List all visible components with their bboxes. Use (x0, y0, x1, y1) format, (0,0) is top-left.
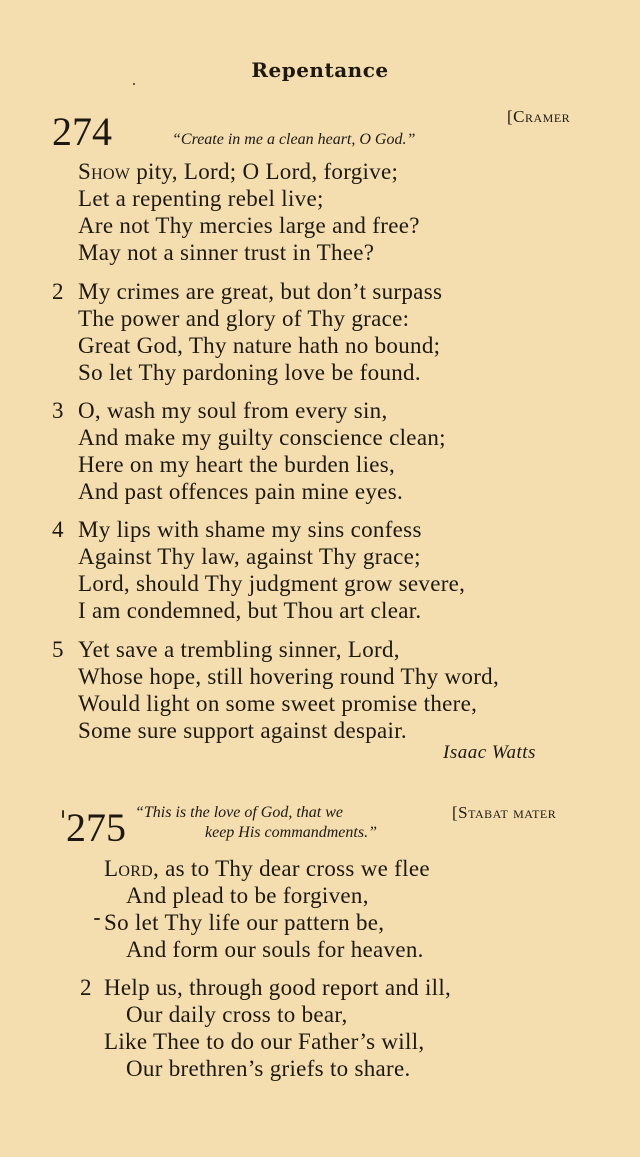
verse-1 (78, 158, 420, 266)
epigraph: keep His commandments.” (205, 824, 377, 841)
verse-line: My lips with shame my sins confess (78, 517, 422, 542)
print-speck (62, 810, 64, 818)
first-word: Lord (104, 856, 154, 881)
verse-line: I am condemned, but Thou art clear. (78, 598, 422, 623)
hymn-author: Isaac Watts (443, 742, 536, 763)
verse-line: Yet save a trembling sinner, Lord, (78, 637, 400, 662)
verse-line: Show pity, Lord; O Lord, forgive; (78, 159, 399, 184)
verse-1 (104, 855, 430, 963)
verse-line: Like Thee to do our Father’s will, (104, 1029, 425, 1054)
verse-line: O, wash my soul from every sin, (78, 398, 388, 423)
verse-2 (78, 278, 442, 386)
verse-line: Lord, as to Thy dear cross we flee (104, 856, 430, 881)
first-word: Show (78, 159, 131, 184)
verse-line: My crimes are great, but don’t surpass (78, 279, 443, 304)
epigraph: “Create in me a clean heart, O God.” (172, 131, 416, 148)
verse-number: 3 (52, 398, 64, 423)
tune-name: [Stabat mater (452, 803, 557, 822)
verse-line: Our daily cross to bear, (126, 1002, 348, 1027)
verse-2 (104, 974, 451, 1082)
verse-line: Our brethren’s griefs to share. (126, 1056, 411, 1081)
verse-line: Help us, through good report and ill, (104, 975, 452, 1000)
verse-number: 4 (52, 517, 64, 542)
print-speck (133, 83, 135, 85)
verse-line: And past offences pain mine eyes. (78, 479, 403, 504)
verse-line: May not a sinner trust in Thee? (78, 240, 375, 265)
verse-line: Here on my heart the burden lies, (78, 452, 396, 477)
verse-line: Whose hope, still hovering round Thy word, (78, 664, 500, 689)
print-speck (94, 918, 100, 920)
verse-line: Lord, should Thy judgment grow severe, (78, 571, 466, 596)
verse-line: And make my guilty conscience clean; (78, 425, 446, 450)
verse-line: So let Thy pardoning love be found. (78, 360, 421, 385)
verse-line: Against Thy law, against Thy grace; (78, 544, 421, 569)
verse-4 (78, 516, 465, 624)
running-head: Repentance (251, 58, 389, 82)
verse-line: Would light on some sweet promise there, (78, 691, 478, 716)
verse-line: The power and glory of Thy grace: (78, 306, 410, 331)
verse-number: 5 (52, 637, 64, 662)
hymn-number: 274 (52, 109, 112, 154)
verse-line: And form our souls for heaven. (126, 937, 424, 962)
verse-5 (78, 636, 499, 744)
verse-line: Let a repenting rebel live; (78, 186, 324, 211)
verse-line: And plead to be forgiven, (126, 883, 369, 908)
verse-line: Some sure support against despair. (78, 718, 407, 743)
tune-name: [Cramer (507, 107, 571, 126)
verse-number: 2 (80, 975, 92, 1000)
verse-number: 2 (52, 279, 64, 304)
hymn-number: 275 (66, 805, 126, 850)
epigraph: “This is the love of God, that we (135, 804, 343, 821)
verse-line: Are not Thy mercies large and free? (78, 213, 420, 238)
verse-line: Great God, Thy nature hath no bound; (78, 333, 441, 358)
verse-line: So let Thy life our pattern be, (104, 910, 385, 935)
verse-3 (78, 397, 446, 505)
